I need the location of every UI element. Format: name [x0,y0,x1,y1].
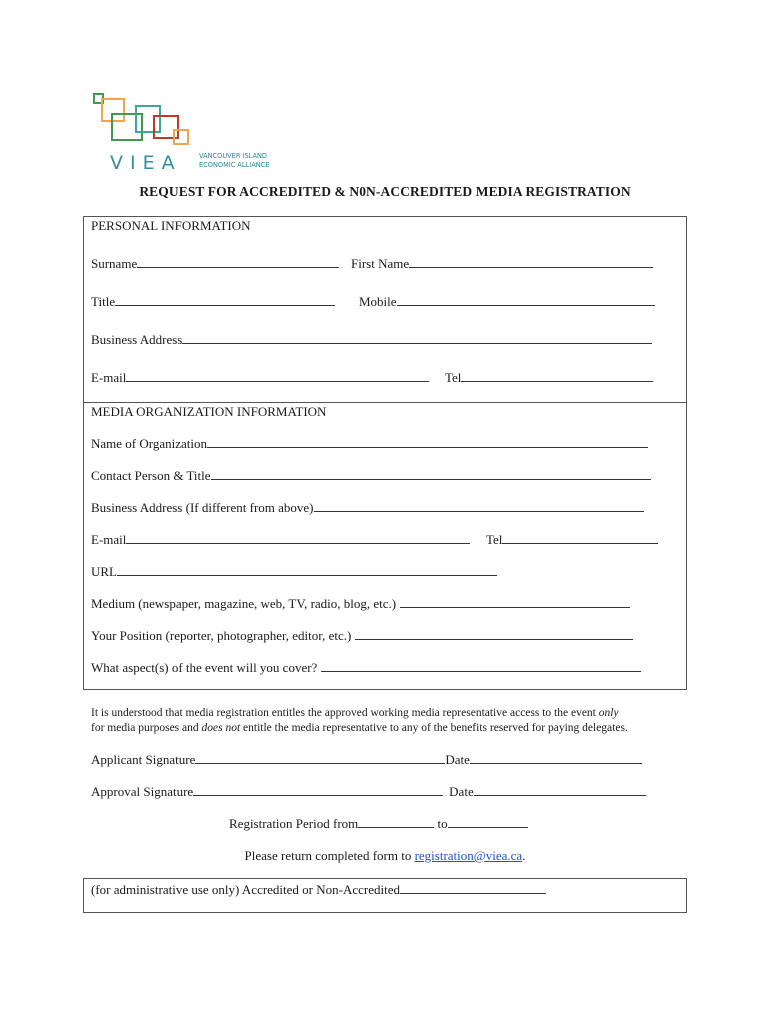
disclaimer-does-not: does not [201,722,241,734]
url-label: URL [91,564,117,579]
logo-tagline-1: VANCOUVER ISLAND [199,152,267,160]
personal-info-heading: PERSONAL INFORMATION [91,218,251,233]
title-row [91,294,335,310]
disclaimer-only: only [598,707,619,719]
email-row [91,370,429,386]
disclaimer-text-2: for media purposes and [91,722,202,734]
approval-signature-field[interactable] [193,784,443,796]
url-row [91,564,497,580]
first-name-label: First Name [351,256,410,271]
contact-label: Contact Person & Title [91,468,211,483]
title-label: Title [91,294,116,309]
email-label: E-mail [91,370,127,385]
mobile-field[interactable] [397,294,655,306]
tel-field[interactable] [461,370,653,382]
media-email-field[interactable] [126,532,470,544]
business-address-field[interactable] [182,332,652,344]
org-name-label: Name of Organization [91,436,207,451]
title-field[interactable] [115,294,335,306]
disclaimer-text-1: It is understood that media registration entitles the approved working media representative access to the event [91,707,599,719]
business-address-label: Business Address [91,332,183,347]
registration-period-label: Registration Period from [229,816,359,831]
viea-logo [92,92,282,174]
registration-email-link[interactable]: registration@viea.ca [414,848,523,863]
surname-label: Surname [91,256,138,271]
mobile-row [359,294,655,310]
first-name-row [351,256,653,272]
aspects-field[interactable] [321,660,641,672]
applicant-signature-label: Applicant Signature [91,752,196,767]
logo-square-teal [136,106,160,132]
position-field[interactable] [355,628,633,640]
applicant-signature-row [91,752,642,768]
contact-field[interactable] [211,468,651,480]
medium-row [91,596,630,612]
logo-square-teal-small [112,114,142,140]
media-org-heading: MEDIA ORGANIZATION INFORMATION [91,404,327,419]
position-label: Your Position (reporter, photographer, editor, etc.) [91,628,352,643]
medium-label: Medium (newspaper, magazine, web, TV, radio, blog, etc.) [91,596,397,611]
disclaimer-line-2 [91,721,628,736]
org-name-field[interactable] [207,436,648,448]
surname-row [91,256,339,272]
media-email-label: E-mail [91,532,127,547]
media-tel-label: Tel [486,532,503,547]
registration-from-field[interactable] [358,816,434,828]
return-note-text: Please return completed form to [244,848,415,863]
position-row [91,628,633,644]
applicant-date-label: Date [445,752,470,767]
admin-label: (for administrative use only) Accredited or Non-Accredited [91,882,400,897]
aspects-row [91,660,641,676]
disclaimer-text-3: entitle the media representative to any of the benefits reserved for paying delegates. [240,722,628,734]
applicant-signature-field[interactable] [195,752,445,764]
approval-signature-label: Approval Signature [91,784,194,799]
media-address-row [91,500,644,516]
admin-field[interactable] [400,882,546,894]
applicant-date-field[interactable] [470,752,642,764]
email-field[interactable] [126,370,429,382]
logo-tagline-2: ECONOMIC ALLIANCE [199,161,270,169]
return-note-end: . [522,848,526,863]
registration-to-field[interactable] [448,816,528,828]
admin-row [91,882,546,898]
medium-field[interactable] [400,596,630,608]
contact-row [91,468,651,484]
logo-brand: VIEA [110,152,182,174]
registration-period-row [229,816,528,832]
media-address-label: Business Address (If different from above) [91,500,314,515]
org-name-row [91,436,648,452]
disclaimer-line-1 [91,706,619,721]
first-name-field[interactable] [409,256,653,268]
aspects-label: What aspect(s) of the event will you cover? [91,660,318,675]
media-email-row [91,532,470,548]
return-note [0,848,770,864]
media-tel-row [486,532,658,548]
mobile-label: Mobile [359,294,397,309]
surname-field[interactable] [137,256,339,268]
form-title: REQUEST FOR ACCREDITED & N0N-ACCREDITED MEDIA REGISTRATION [139,184,631,199]
url-field[interactable] [117,564,497,576]
business-address-row [91,332,652,348]
approval-signature-row [91,784,646,800]
media-tel-field[interactable] [502,532,658,544]
tel-label: Tel [445,370,462,385]
tel-row [445,370,653,386]
media-address-field[interactable] [314,500,644,512]
approval-date-label: Date [449,784,474,799]
approval-date-field[interactable] [474,784,646,796]
registration-to-label: to [437,816,448,831]
